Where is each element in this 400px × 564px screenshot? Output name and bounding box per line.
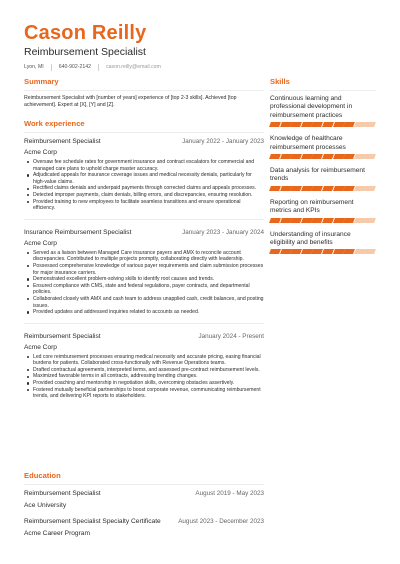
skill-level-segment — [290, 186, 301, 191]
job-bullet: Led core reimbursement processes ensuring medical necessity and accurate pricing, easing financial burdens for patients. Collaborated cross-functionally with Revenue Operations teams. — [33, 354, 264, 367]
skill-name: Continuous learning and professional development in reimbursement practices — [270, 95, 353, 119]
contact-divider — [51, 64, 52, 71]
job-bullet: Drafted contractual agreements, interpreted terms, and assessed pre-contract reimbursement levels. — [33, 367, 264, 374]
job-entry — [24, 228, 264, 316]
skill-item — [270, 199, 376, 223]
education-heading: Education — [24, 471, 264, 485]
job-company: Acme Corp — [24, 149, 57, 156]
skill-level-segment — [322, 122, 333, 127]
skill-level-segment — [290, 218, 301, 223]
skill-level-bar — [270, 249, 376, 254]
skill-level-segment — [322, 218, 333, 223]
job-bullet: Collaborated closely with AMX and cash team to address unapplied cash, credit balances, and posting issues. — [33, 295, 264, 309]
location: Lyon, MI — [24, 64, 44, 70]
skill-level-segment — [269, 249, 280, 254]
skill-name: Understanding of insurance eligibility and benefits — [270, 230, 351, 247]
job-header — [24, 137, 264, 146]
skill-level-bar — [270, 154, 376, 159]
job-company: Acme Corp — [24, 343, 57, 351]
job-company: Acme Corp — [24, 239, 57, 247]
skill-item — [270, 231, 376, 255]
skill-level-segment — [269, 186, 280, 191]
job-bullet: Demonstrated excellent problem-solving skills to identify root causes and trends. — [33, 276, 264, 283]
skill-level-bar — [270, 186, 376, 191]
education-header — [24, 517, 264, 526]
job-dates: January 2024 - Present — [198, 332, 264, 340]
job-bullet: Served as a liaison between Managed Care insurance payers and AMX to reconcile account discrepancies. Contributed to multiple projects promptly, collaborating directly with leadership. — [33, 250, 264, 263]
candidate-name: Cason Reilly — [24, 22, 147, 44]
skill-level-bar — [270, 122, 376, 127]
skill-level-segment — [364, 122, 375, 127]
skills-heading: Skills — [270, 77, 376, 91]
skill-level-segment — [322, 249, 333, 254]
education-section — [24, 471, 264, 545]
degree-name: Reimbursement Specialist — [24, 490, 101, 497]
email-link[interactable]: cason.reilly@email.com — [106, 64, 161, 70]
job-bullet: Possessed comprehensive knowledge of various payer requirements and claim submission processes for major insurance carriers. — [33, 262, 264, 276]
skill-level-segment — [364, 186, 375, 191]
summary-text: Reimbursement Specialist with [number of years] experience of [top 2-3 skills]. Achieved [top achievement]. Expert at [X], [Y] and [Z]. — [24, 95, 237, 108]
sidebar — [270, 77, 376, 262]
skill-name: Knowledge of healthcare reimbursement processes — [270, 135, 346, 151]
skill-level-segment — [364, 249, 375, 254]
contact-info — [24, 63, 376, 71]
experience-heading: Work experience — [24, 119, 264, 133]
skill-level-segment — [343, 186, 354, 191]
school-name: Ace University — [24, 502, 67, 509]
skill-level-bar — [270, 218, 376, 223]
job-entry — [24, 332, 264, 400]
job-bullet: Oversaw fee schedule rates for government insurance and contract escalators for commercial and managed care plans to uphold charge master accuracy. — [33, 159, 264, 172]
skill-name: Data analysis for reimbursement trends — [270, 167, 365, 183]
job-bullet: Rectified claims denials and underpaid payments through corrected claims and appeals processes. — [33, 185, 264, 192]
job-bullets — [24, 250, 264, 316]
skill-name: Reporting on reimbursement metrics and KPIs — [270, 198, 354, 215]
job-bullet: Fostered mutually beneficial partnerships to boost corporate revenue, communicating reimbursement trends, and delivering KPI reports to stakeholders. — [33, 387, 264, 400]
contact-divider — [98, 64, 99, 71]
section-divider — [24, 323, 264, 324]
job-bullets — [24, 354, 264, 400]
job-title: Reimbursement Specialist — [24, 332, 101, 340]
education-entry — [24, 489, 264, 510]
job-header — [24, 228, 264, 237]
job-bullet: Detected improper payments, claim denials, billing errors, and discrepancies, ensuring resolution. — [33, 192, 264, 199]
job-list — [24, 137, 264, 400]
skill-item — [270, 135, 376, 159]
job-dates: January 2023 - January 2024 — [182, 228, 264, 236]
job-bullets — [24, 159, 264, 212]
job-entry — [24, 137, 264, 212]
skill-item — [270, 95, 376, 127]
resume-header — [24, 22, 376, 71]
education-entry — [24, 517, 264, 538]
skill-level-segment — [290, 154, 301, 159]
summary-heading: Summary — [24, 77, 264, 91]
skill-level-segment — [343, 154, 354, 159]
job-dates: January 2022 - January 2023 — [182, 138, 264, 145]
job-title: Insurance Reimbursement Specialist — [24, 228, 132, 236]
skill-level-segment — [322, 154, 333, 159]
phone: 640-902-2142 — [58, 64, 92, 70]
skill-item — [270, 167, 376, 191]
education-dates: August 2023 - December 2023 — [178, 518, 264, 525]
skill-level-segment — [269, 218, 280, 223]
job-bullet: Maximized favorable terms in all contracts, addressing trending changes. — [33, 373, 264, 380]
skill-level-segment — [364, 154, 375, 159]
main-column — [24, 77, 264, 407]
skill-level-segment — [343, 218, 354, 223]
job-bullet: Provided updates and addressed inquiries related to accounts as needed. — [33, 309, 264, 316]
skill-level-segment — [364, 218, 375, 223]
job-title: Reimbursement Specialist — [24, 138, 101, 145]
education-header — [24, 489, 264, 498]
job-bullet: Adjudicated appeals for insurance coverage issues and medical necessity denials, particularly for high-value claims. — [33, 172, 264, 185]
skill-level-segment — [269, 154, 280, 159]
skills-list — [270, 95, 376, 254]
skill-level-segment — [322, 186, 333, 191]
school-name: Acme Career Program — [24, 530, 90, 537]
job-bullet: Provided training to new employees to facilitate seamless transitions and ensure operational efficiency. — [33, 199, 264, 212]
job-bullet: Provided coaching and mentorship in negotiation skills, overcoming obstacles assertively. — [33, 380, 264, 387]
job-header — [24, 332, 264, 341]
candidate-title: Reimbursement Specialist — [24, 46, 146, 58]
education-list — [24, 489, 264, 538]
job-bullet: Ensured compliance with CMS, state and federal regulations, payer contracts, and departmental policies. — [33, 283, 264, 296]
education-dates: August 2019 - May 2023 — [195, 490, 264, 497]
skill-level-segment — [269, 122, 280, 127]
degree-name: Reimbursement Specialist Specialty Certificate — [24, 518, 161, 525]
section-divider — [24, 219, 264, 220]
